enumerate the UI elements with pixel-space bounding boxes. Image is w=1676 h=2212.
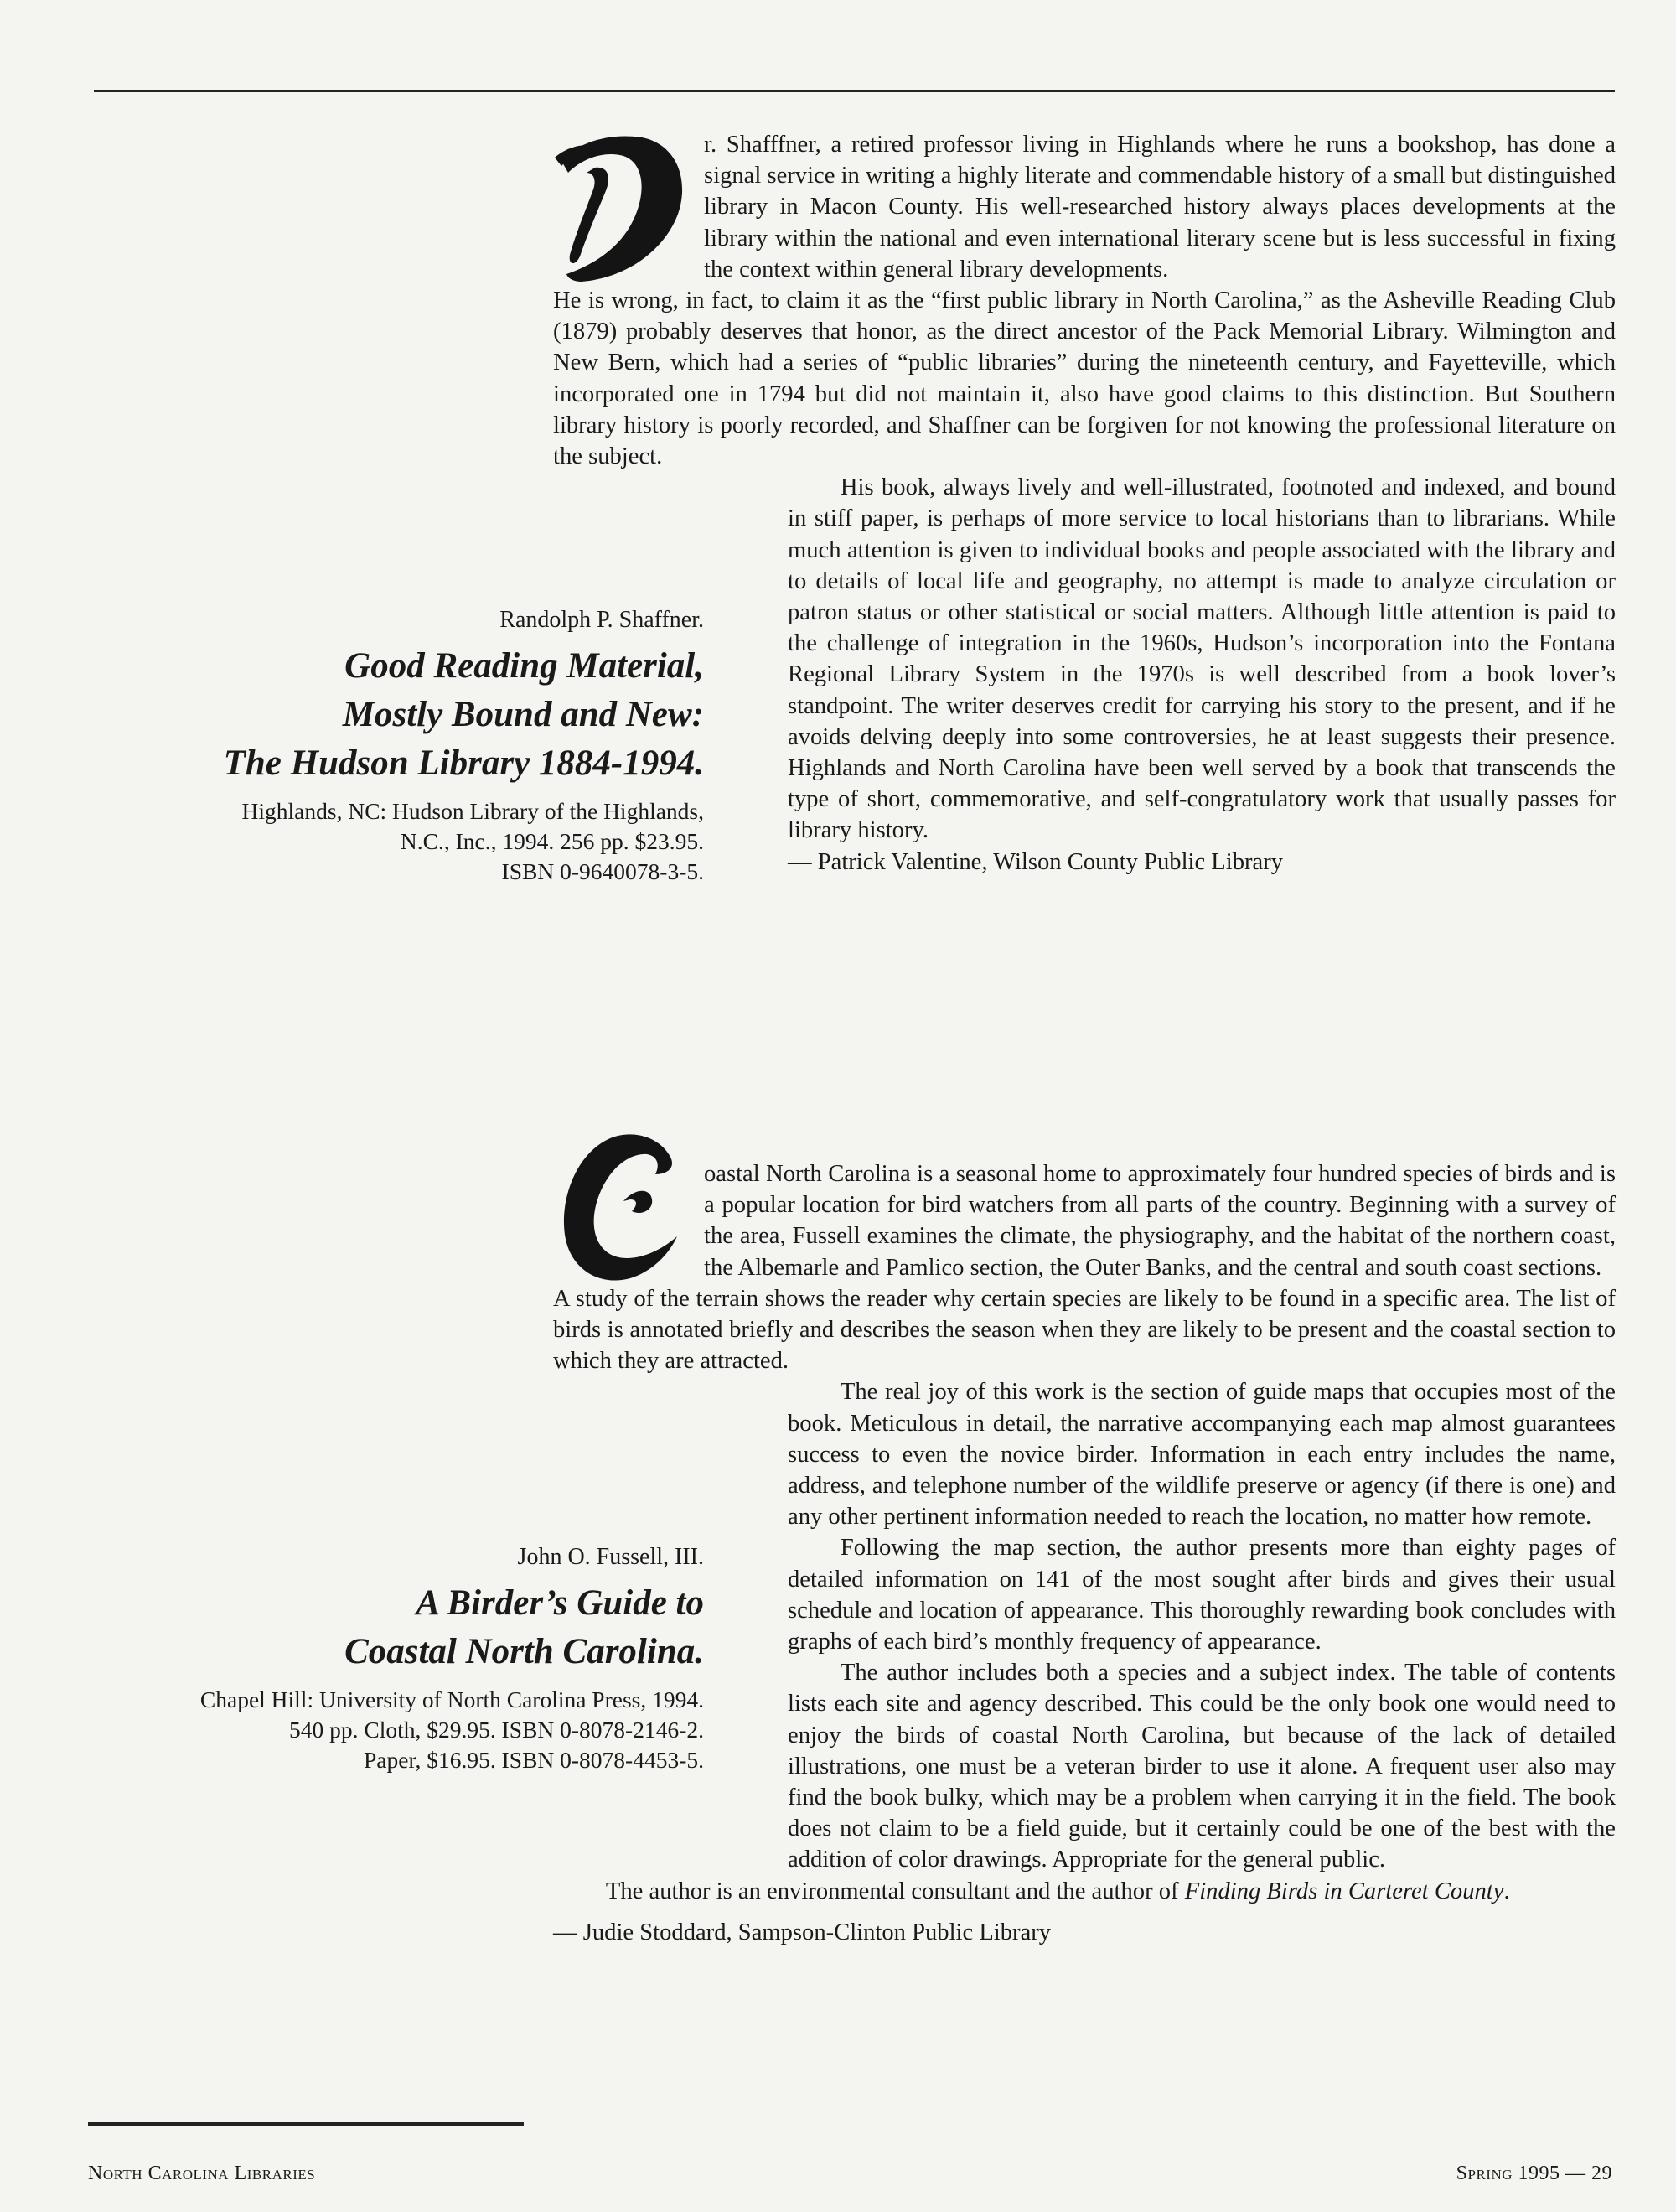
bottom-rule: [88, 2122, 524, 2126]
review-1-attribution: — Patrick Valentine, Wilson County Public Library: [788, 848, 1284, 875]
footer-issue-page: Spring 1995 — 29: [1456, 2163, 1612, 2184]
review-2-lead-paragraph: oastal North Carolina is a seasonal home to approximately four hundred species of birds and is a popular location for bird watchers from all parts of the country. Beginning with a survey of the area, Fussell examines the climate, the physiography, and the habitat of the northern coast, the Albemarle and Pamlico section, the Outer Banks, and the central and south coast sections.: [704, 1161, 1616, 1281]
review-1-author: Randolph P. Shaffner.: [499, 607, 704, 633]
review-2-body: [553, 1158, 1616, 1948]
review-2-paragraph-2: The real joy of this work is the section of guide maps that occupies most of the book. Meticulous in detail, the narrative accompanying each map almost guarantees success to even the novice birder. Information in each entry includes the name, address, and telephone number of the wildlife preserve or agency (if there is one) and any other pertinent information needed to reach the location, no matter how remote.: [788, 1379, 1616, 1531]
review-2-paragraph-1-rest: A study of the terrain shows the reader why certain species are likely to be found in a specific area. The list of birds is annotated briefly and describes the season when they are likely to be present and the coastal section to which they are attracted.: [553, 1285, 1616, 1375]
top-rule: [94, 90, 1615, 92]
review-2-attribution: — Judie Stoddard, Sampson-Clinton Public Library: [553, 1919, 1052, 1945]
review-1-lead-paragraph: r. Shafffner, a retired professor living in Highlands where he runs a bookshop, has done a signal service in writing a highly literate and commendable history of a small but distinguished library in Macon County. His well-researched history always places developments at the library within the national and even international literary scene but is less successful in fixing the context within general library developments.: [704, 132, 1616, 282]
review-1-title: Good Reading Material, Mostly Bound and New: The Hudson Library 1884-1994.: [223, 646, 704, 783]
review-2-paragraph-5: The author is an environmental consultant and the author of Finding Birds in Carteret County.: [605, 1878, 1510, 1904]
review-1-body: [553, 129, 1616, 878]
review-1-paragraph-2: His book, always lively and well-illustrated, footnoted and indexed, and bound in stiff paper, is perhaps of more service to local historians than to librarians. While much attention is given to individual books and people associated with the library and to details of local life and geography, no attempt is made to analyze circulation or patron status or other statistical or social matters. Although little attention is paid to the challenge of integration in the 1960s, Hudson’s incorporation into the Fontana Regional Library System in the 1970s is well described from a book lover’s standpoint. The writer deserves credit for carrying his story to the present, and if he avoids delving deeply into some controversies, he at least suggests their presence. Highlands and North Carolina have been well served by a book that transcends the type of short, commemorative, and self-congratulatory work that usually passes for library history.: [788, 474, 1616, 844]
footer-publication-name: North Carolina Libraries: [88, 2163, 316, 2184]
review-2-publication-info: Chapel Hill: University of North Carolina Press, 1994. 540 pp. Cloth, $29.95. ISBN 0-8078-2146-2. Paper, $16.95. ISBN 0-8078-4453-5.: [199, 1686, 704, 1773]
review-2-paragraph-3: Following the map section, the author presents more than eighty pages of detailed information on 141 of the most sought after birds and gives their usual schedule and location of appearance. This thoroughly rewarding book concludes with graphs of each bird’s monthly frequency of appearance.: [788, 1535, 1616, 1655]
review-1-paragraph-1-rest: He is wrong, in fact, to claim it as the “first public library in North Carolina,” as the Asheville Reading Club (1879) probably deserves that honor, as the direct ancestor of the Pack Memorial Library. Wilmington and New Bern, which had a series of “public libraries” during the nineteenth century, and Fayetteville, which incorporated one in 1794 but did not maintain it, also have good claims to this distinction. But Southern library history is poorly recorded, and Shaffner can be forgiven for not knowing the professional literature on the subject.: [553, 288, 1616, 470]
review-2-author: John O. Fussell, III.: [517, 1544, 704, 1570]
review-2-paragraph-4: The author includes both a species and a subject index. The table of contents lists each site and agency described. This could be the only book one would need to enjoy the birds of coastal North Carolina, but because of the lack of detailed illustrations, one must be a veteran birder to use it alone. A frequent user also may find the book bulky, which may be a problem when carrying it in the field. The book does not claim to be a field guide, but it certainly could be one of the best with the addition of color drawings. Appropriate for the general public.: [788, 1660, 1616, 1873]
review-1-bibliography: [67, 604, 704, 887]
review-1-publication-info: Highlands, NC: Hudson Library of the Highlands, N.C., Inc., 1994. 256 pp. $23.95. ISBN 0-9640078-3-5.: [241, 798, 704, 884]
review-2-title: A Birder’s Guide to Coastal North Carolina.: [344, 1583, 704, 1671]
review-2-bibliography: [0, 1541, 704, 1775]
